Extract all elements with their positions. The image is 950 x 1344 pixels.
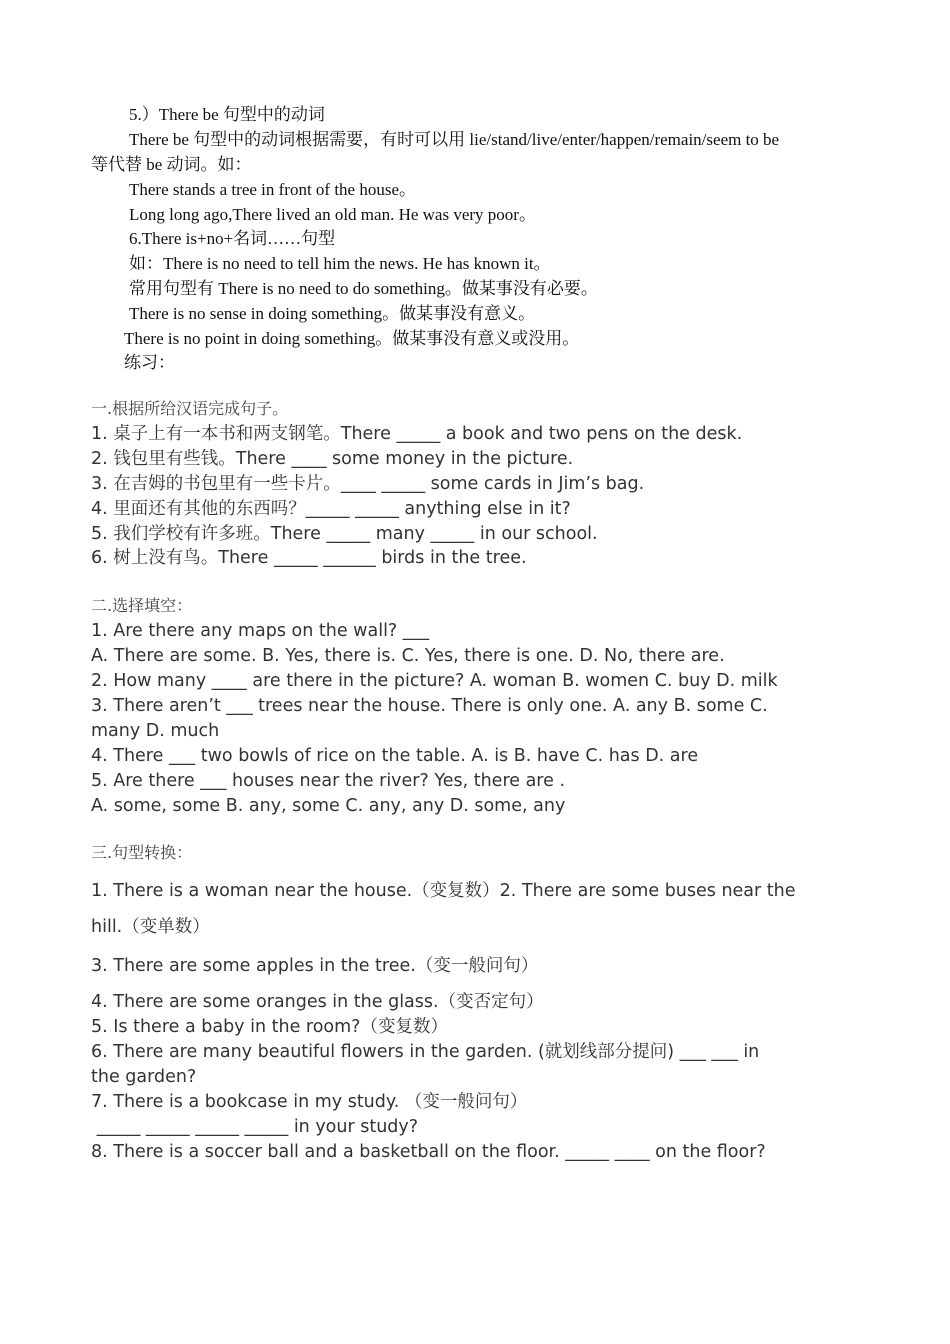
section3-line: 4. There are some oranges in the glass.（变否定句） [91, 992, 544, 1012]
common-pattern-3: There is no point in doing something。做某事没有意义或没用。 [124, 329, 580, 348]
paragraph-5-line1: There be 句型中的动词根据需要，有时可以用 lie/stand/live/enter/happen/remain/seem to be [129, 130, 780, 149]
section3-line: 1. There is a woman near the house.（变复数）2. There are some buses near the [91, 881, 796, 901]
section2-line: 4. There ___ two bowls of rice on the table. A. is B. have C. has D. are [91, 746, 699, 766]
section2-line: 1. Are there any maps on the wall? ___ [91, 621, 430, 641]
section2-line: many D. much [91, 721, 220, 741]
example-3: 如：There is no need to tell him the news. He has known it。 [129, 254, 551, 273]
section2-line: A. There are some. B. Yes, there is. C. Yes, there is one. D. No, there are. [91, 646, 725, 666]
section3-line: 8. There is a soccer ball and a basketball on the floor. _____ ____ on the floor? [91, 1142, 766, 1162]
paragraph-5-line2: 等代替 be 动词。如： [91, 155, 252, 174]
section1-item: 3. 在吉姆的书包里有一些卡片。____ _____ some cards in Jim’s bag. [91, 474, 645, 494]
common-pattern-1: 常用句型有 There is no need to do something。做某事没有必要。 [129, 279, 598, 298]
section1-item: 6. 树上没有鸟。There _____ ______ birds in the tree. [91, 548, 527, 568]
section3-line: 6. There are many beautiful flowers in the garden. (就划线部分提问) ___ ___ in [91, 1042, 760, 1062]
section1-title: 一.根据所给汉语完成句子。 [91, 399, 289, 418]
section2-line: 2. How many ____ are there in the picture? A. woman B. women C. buy D. milk [91, 671, 778, 691]
example-2: Long long ago,There lived an old man. He was very poor。 [129, 205, 536, 224]
section1-item: 1. 桌子上有一本书和两支钢笔。There _____ a book and two pens on the desk. [91, 424, 743, 444]
section1-item: 5. 我们学校有许多班。There _____ many _____ in our school. [91, 524, 598, 544]
section2-line: A. some, some B. any, some C. any, any D. some, any [91, 796, 566, 816]
heading-6: 6.There is+no+名词……句型 [129, 229, 336, 248]
section3-line: 3. There are some apples in the tree.（变一般问句） [91, 956, 539, 976]
common-pattern-2: There is no sense in doing something。做某事没有意义。 [129, 304, 536, 323]
section3-line: hill.（变单数） [91, 917, 210, 937]
practice-label: 练习： [124, 353, 175, 372]
section2-line: 5. Are there ___ houses near the river? Yes, there are . [91, 771, 566, 791]
section3-line: _____ _____ _____ _____ in your study? [91, 1117, 419, 1137]
section3-line: 7. There is a bookcase in my study. （变一般问句） [91, 1092, 528, 1112]
section2-line: 3. There aren’t ___ trees near the house. There is only one. A. any B. some C. [91, 696, 768, 716]
section1-item: 4. 里面还有其他的东西吗？_____ _____ anything else in it? [91, 499, 571, 519]
heading-5: 5.）There be 句型中的动词 [129, 105, 325, 124]
section3-title: 三.句型转换： [91, 843, 193, 862]
example-1: There stands a tree in front of the house。 [129, 180, 417, 199]
section3-line: the garden? [91, 1067, 197, 1087]
section1-item: 2. 钱包里有些钱。There ____ some money in the picture. [91, 449, 574, 469]
section3-line: 5. Is there a baby in the room?（变复数） [91, 1017, 448, 1037]
section2-title: 二.选择填空： [91, 596, 193, 615]
